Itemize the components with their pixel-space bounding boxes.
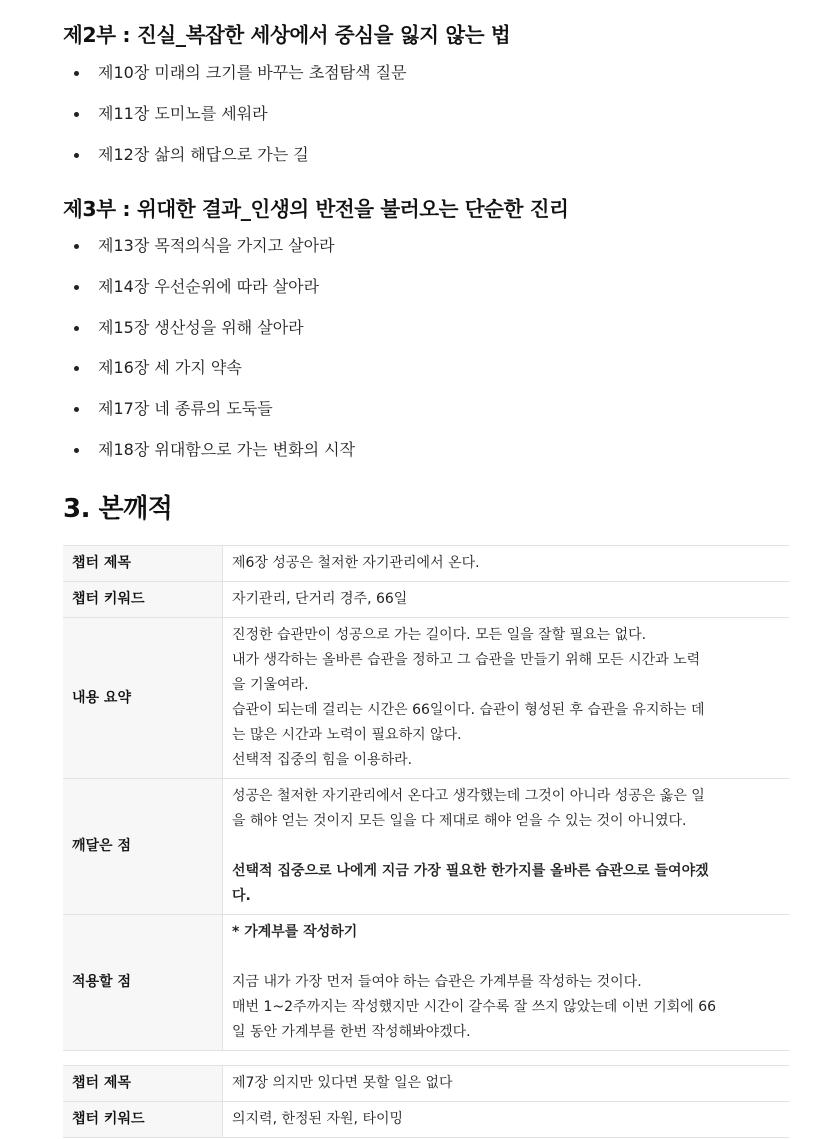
section-heading: 3. 본깨적 (63, 494, 173, 524)
row-label: 내용 요약 (63, 618, 223, 779)
apply-line: 지금 내가 가장 먼저 들여야 하는 습관은 가계부를 작성하는 것이다. (232, 974, 642, 990)
insight-line: 을 해야 얻는 것이지 모든 일을 다 제대로 해야 얻을 수 있는 것이 아니였다. (232, 813, 687, 829)
table-row (63, 546, 789, 582)
chapter-keyword-value: 자기관리, 단거리 경주, 66일 (223, 582, 790, 618)
table-row (63, 618, 789, 779)
chapter-title-value: 제6장 성공은 철저한 자기관리에서 온다. (223, 546, 790, 582)
summary-line: 진정한 습관만이 성공으로 가는 길이다. 모든 일을 잘할 필요는 없다. (232, 627, 647, 643)
apply-cell (223, 915, 790, 1051)
row-label: 챕터 제목 (63, 546, 223, 582)
apply-line: 일 동안 가계부를 한번 작성해봐야겠다. (232, 1024, 471, 1040)
list-item: 제12장 삶의 해답으로 가는 길 (74, 135, 407, 176)
summary-line: 을 기울여라. (232, 677, 309, 693)
table-row (63, 1066, 789, 1102)
row-label: 챕터 제목 (63, 1066, 223, 1102)
part2-heading: 제2부 : 진실_복잡한 세상에서 중심을 잃지 않는 법 (63, 23, 511, 47)
table-row (63, 582, 789, 618)
list-item: 제15장 생산성을 위해 살아라 (74, 308, 355, 349)
list-item: 제14장 우선순위에 따라 살아라 (74, 267, 355, 308)
list-item: 제11장 도미노를 세워라 (74, 94, 407, 135)
row-label: 챕터 키워드 (63, 582, 223, 618)
spacer (232, 834, 775, 859)
insight-bold-line: 선택적 집중으로 나에게 지금 가장 필요한 한가지를 올바른 습관으로 들여야겠 (232, 863, 709, 879)
part2-chapter-list (74, 53, 407, 175)
insight-cell (223, 779, 790, 915)
list-item: 제18장 위대함으로 가는 변화의 시작 (74, 430, 355, 471)
chapter-table-2 (63, 1065, 789, 1138)
list-item: 제13장 목적의식을 가지고 살아라 (74, 226, 355, 267)
list-item: 제10장 미래의 크기를 바꾸는 초점탐색 질문 (74, 53, 407, 94)
insight-bold-line: 다. (232, 888, 251, 904)
summary-line: 는 많은 시간과 노력이 필요하지 않다. (232, 727, 462, 743)
list-item: 제16장 세 가지 약속 (74, 348, 355, 389)
chapter-title-value: 제7장 의지만 있다면 못할 일은 없다 (223, 1066, 790, 1102)
summary-line: 습관이 되는데 걸리는 시간은 66일이다. 습관이 형성된 후 습관을 유지하는 데 (232, 702, 705, 718)
table-row (63, 915, 789, 1051)
apply-line: 매번 1~2주까지는 작성했지만 시간이 갈수록 잘 쓰지 않았는데 이번 기회에 66 (232, 999, 717, 1015)
row-label: 챕터 키워드 (63, 1102, 223, 1138)
summary-line: 선택적 집중의 힘을 이용하라. (232, 752, 413, 768)
row-label: 적용할 점 (63, 915, 223, 1051)
chapter-keyword-value: 의지력, 한정된 자원, 타이밍 (223, 1102, 790, 1138)
chapter-table-1 (63, 545, 789, 1051)
insight-line: 성공은 철저한 자기관리에서 온다고 생각했는데 그것이 아니라 성공은 옳은 일 (232, 788, 705, 804)
apply-bold-line: * 가계부를 작성하기 (232, 924, 358, 940)
table-row (63, 779, 789, 915)
summary-line: 내가 생각하는 올바른 습관을 정하고 그 습관을 만들기 위해 모든 시간과 노력 (232, 652, 701, 668)
summary-cell (223, 618, 790, 779)
part3-heading: 제3부 : 위대한 결과_인생의 반전을 불러오는 단순한 진리 (63, 197, 569, 221)
row-label: 깨달은 점 (63, 779, 223, 915)
part3-chapter-list (74, 226, 355, 471)
spacer (232, 945, 775, 970)
list-item: 제17장 네 종류의 도둑들 (74, 389, 355, 430)
table-row (63, 1102, 789, 1138)
